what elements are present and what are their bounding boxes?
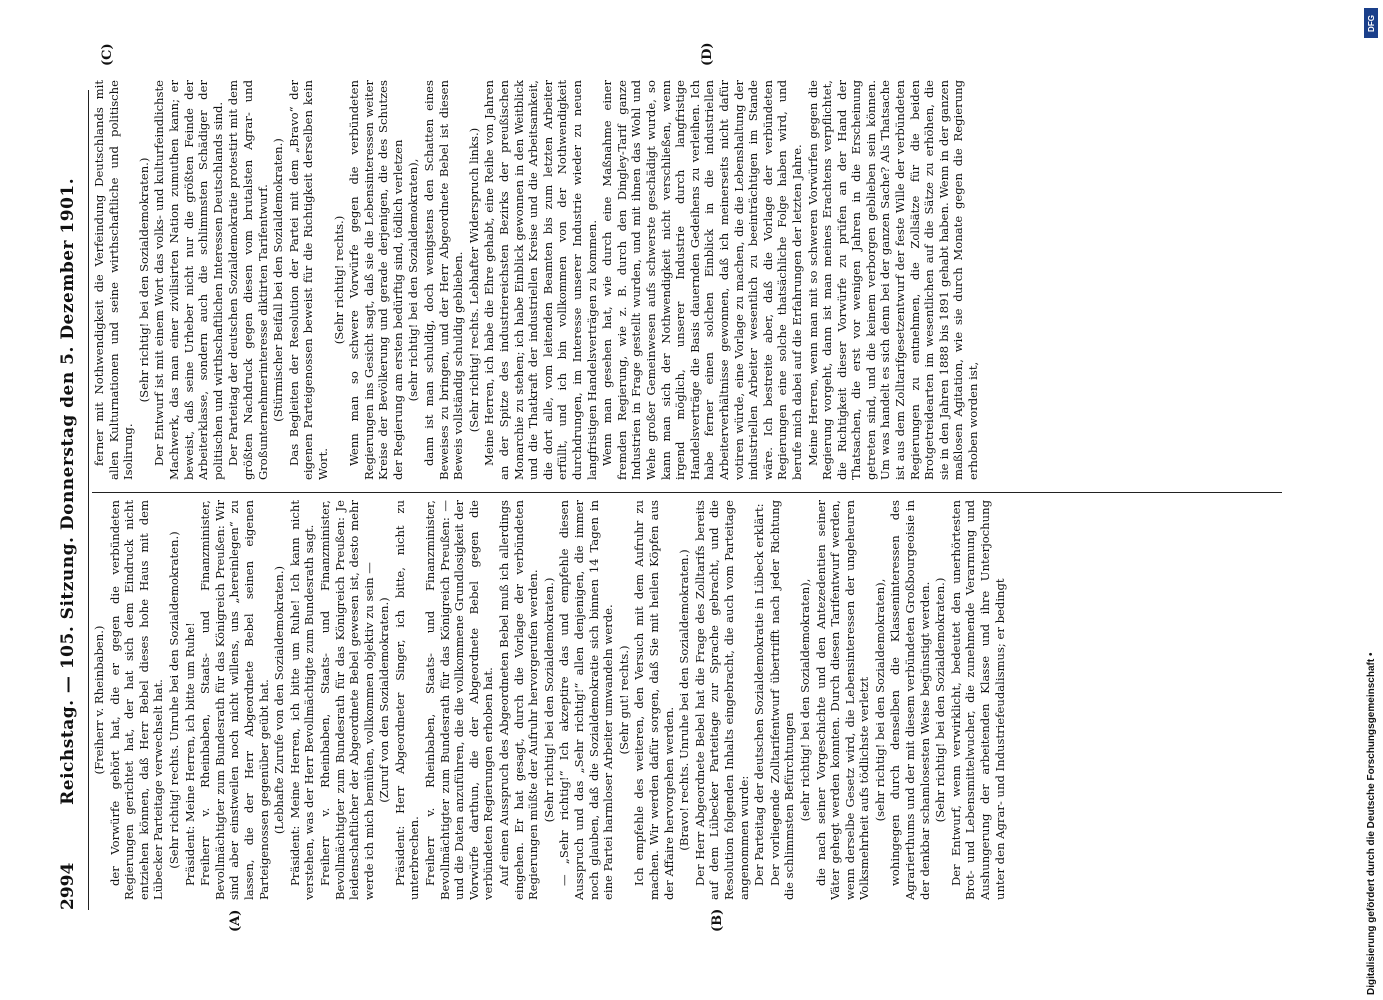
paragraph: Präsident: Meine Herren, ich bitte um Ruhe!	[182, 622, 197, 886]
paragraph: Freiherr v. Rheinbaben, Staats- und Finanzminister, Bevollmächtigter zum Bundesrath für das Königreich Preußen: Wir sind aber einstweilen noch nicht willens, uns „hereinlegen“ zu lassen, die der Herr Abgeordnete Bebel seinen eigenen Parteigenossen gegenüber geübt hat.	[198, 500, 271, 900]
paragraph: Ich empfehle des weiteren, den Versuch mit dem Aufruhr zu machen. Wir werden dafür sorgen, daß Sie mit heilen Köpfen aus der Affaire hervorgehen werden.	[632, 500, 676, 900]
paragraph: (sehr richtig! bei den Sozialdemokraten),	[406, 158, 421, 402]
paragraph: (Sehr richtig! rechts. Lebhafter Widerspruch links.)	[466, 127, 481, 433]
paragraph: (Freiherr v. Rheinbaben.)	[92, 625, 106, 775]
margin-marker-b: (B)	[710, 908, 725, 932]
paragraph: Wenn man gesehen hat, wie durch eine Maßnahme einer fremden Regierung, wie z. B. durch den Dingley-Tarif ganze Industrien in Frage gestellt wurden, und mit ihnen das Wohl und Wehe großer Gemeinwesen aufs schwerste geschädigt wurde, so kann man sich der Nothwendigkeit nicht verschließen, wenn irgend möglich, unserer Industrie durch langfristige Handelsverträge die Basis dauernden Gedeihens zu verleihen. Ich habe ferner einen solchen Einblick in die industriellen Arbeiterverhältnisse gewonnen, daß ich meinerseits nicht dafür votiren würde, eine Vorlage zu machen, die die Lebenshaltung der industriellen Arbeiter wesentlich zu beeinträchtigen im Stande wäre. Ich bestreite aber, daß die Vorlage der verbündeten Regierungen eine solche thatsächliche Folge haben wird, und berufe mich dabei auf die Erfahrungen der letzten Jahre.	[600, 80, 804, 480]
paragraph: Der Entwurf, wenn verwirklicht, bedeutet den unerhörtesten Brot- und Lebensmittelwucher, die zunehmende Verarmung und Aushungerung der arbeitenden Klasse und ihre Unterjochung unter den Agrar- und Industriefeudalismus; er bedingt	[948, 500, 1007, 900]
paragraph: Freiherr v. Rheinbaben, Staats- und Finanzminister, Bevollmächtigter zum Bundesrath für das Königreich Preußen: — und die Daten anzuführen, die die vollkommene Grundlosigkeit der Vorwürfe darthun, die der Abgeordnete Bebel gegen die verbündeten Regierungen erhoben hat.	[423, 500, 496, 900]
margin-marker-c: (C)	[100, 43, 115, 66]
page-header	[48, 90, 89, 910]
paragraph: Präsident: Herr Abgeordneter Singer, ich bitte, nicht zu unterbrechen.	[392, 500, 422, 900]
paragraph: (Sehr gut! rechts.)	[616, 645, 631, 755]
digitization-note: Digitalisierung gefördert durch die Deutsche Forschungsgemeinschaft •	[1366, 652, 1377, 995]
paragraph: (Zuruf von den Sozialdemokraten.)	[377, 597, 392, 803]
paragraph: (Sehr richtig! rechts.)	[331, 215, 346, 345]
column-divider	[92, 492, 1282, 493]
paragraph: Präsident: Meine Herren, ich bitte um Ruhe! Ich kann nicht verstehen, was der Herr Bevollmächtigte zum Bundesrath sagt.	[287, 500, 317, 900]
paragraph: (Sehr richtig! rechts. Unruhe bei den Sozialdemokraten.)	[166, 531, 181, 869]
page-number: 2994	[58, 862, 78, 910]
paragraph: Das Begleiten der Resolution der Partei mit dem „Bravo“ der eigenen Parteigenossen beweist für die Richtigkeit derselben kein Wort.	[286, 80, 330, 480]
paragraph: der Vorwürfe gehört hat, die er gegen die verbündeten Regierungen gerichtet hat, der hat sich dem Eindruck nicht entziehen können, daß Herr Bebel dieses hohe Haus mit dem Lübecker Parteitage verwechselt hat.	[107, 500, 166, 900]
paragraph: — „Sehr richtig!“ Ich akzeptire das und empfehle diesen Ausspruch und das „Sehr richtig!“ allen denjenigen, die immer noch glauben, daß die Sozialdemokratie sich binnen 14 Tagen in eine Partei harmloser Arbeiter umwandeln werde.	[557, 500, 616, 900]
paragraph: Der Parteitag der deutschen Sozialdemokratie protestirt mit dem größten Nachdruck gegen diesen vom brutalsten Agrar- und Großunternehmerinteresse diktirten Tarifentwurf.	[226, 80, 270, 480]
paragraph: Der vorliegende Zolltarifentwurf übertrifft nach jeder Richtung die schlimmsten Befürchtungen	[767, 500, 797, 900]
paragraph: (Lebhafte Zurufe von den Sozialdemokraten.)	[272, 565, 287, 835]
paragraph: dann ist man schuldig, doch wenigstens den Schatten eines Beweises zu bringen, und der Herr Abgeordnete Bebel ist diesen Beweis vollständig schuldig geblieben.	[422, 80, 466, 480]
paragraph: wohingegen durch denselben die Klasseninteressen des Agrarierthums und der mit diesem verbündeten Großbourgeoisie in der denkbar schamlosesten Weise begünstigt werden.	[888, 500, 932, 900]
paragraph: ferner mit Nothwendigkeit die Verfeindung Deutschlands mit allen Kulturnationen und seine wirthschaftliche und politische Isolirung.	[92, 80, 136, 480]
paragraph: Meine Herren, wenn man mit so schweren Vorwürfen gegen die Regierung vorgeht, dann ist man meines Erachtens verpflichtet, die Richtigkeit dieser Vorwürfe zu prüfen an der Hand der Thatsachen, die erst vor wenigen Jahren in die Erscheinung getreten sind, und die keinem verborgen geblieben sein können. Um was handelt es sich denn bei der ganzen Sache? Als Thatsache ist aus dem Zolltarifgesetzentwurf der feste Wille der verbündeten Regierungen zu entnehmen, die Zollsätze für die beiden Brotgetreidearten im wesentlichen auf die Sätze zu erhöhen, die sie in den Jahren 1888 bis 1891 gehabt haben. Wenn in der ganzen maßlosen Agitation, wie sie durch Monate gegen die Regierung erhoben worden ist,	[805, 80, 981, 480]
page-title: Reichstag. — 105. Sitzung. Donnerstag den 5. Dezember 1901.	[58, 177, 78, 805]
paragraph: (Sehr richtig! bei den Sozialdemokraten.)	[136, 157, 151, 403]
margin-marker-d: (D)	[700, 42, 715, 66]
paragraph: Meine Herren, ich habe die Ehre gehabt, eine Reihe von Jahren an der Spitze des industriereichsten Bezirks der preußischen Monarchie zu stehen; ich habe Einblick gewonnen in den Weitblick und die Thatkraft der industriellen Kreise und die Arbeitsamkeit, die dort alle, vom leitenden Beamten bis zum letzten Arbeiter erfüllt, und ich bin vollkommen von der Nothwendigkeit durchdrungen, im Interesse unserer Industrie wieder zu neuen langfristigen Handelsverträgen zu kommen.	[482, 80, 599, 480]
paragraph: (Stürmischer Beifall bei den Sozialdemokraten.)	[271, 138, 286, 422]
left-column	[92, 500, 1282, 900]
margin-marker-a: (A)	[228, 909, 243, 932]
dfg-logo: DFG	[1364, 8, 1378, 38]
paragraph: (Sehr richtig! bei den Sozialdemokraten.)	[933, 577, 948, 823]
paragraph: (sehr richtig! bei den Sozialdemokraten),	[872, 578, 887, 822]
paragraph: Der Entwurf ist mit einem Wort das volks- und kulturfeindlichste Machwerk, das man einer zivilisirten Nation zumuthen kann; er beweist, daß seine Urheber nicht nur die größten Feinde der Arbeiterklasse, sondern auch die schlimmsten Schädiger der politischen und wirthschaftlichen Interessen Deutschlands sind.	[152, 80, 225, 480]
paragraph: (Bravo! rechts. Unruhe bei den Sozialdemokraten.)	[677, 549, 692, 851]
right-column	[92, 80, 1282, 480]
paragraph: (sehr richtig! bei den Sozialdemokraten),	[797, 578, 812, 822]
paragraph: (Sehr richtig! bei den Sozialdemokraten.)	[541, 577, 556, 823]
paragraph: Der Parteitag der deutschen Sozialdemokratie in Lübeck erklärt:	[752, 503, 767, 886]
paragraph: Freiherr v. Rheinbaben, Staats- und Finanzminister, Bevollmächtigter zum Bundesrath für das Königreich Preußen: Je leidenschaftlicher der Abgeordnete Bebel gewesen ist, desto mehr werde ich mich bemühen, vollkommen objektiv zu sein —	[317, 500, 376, 900]
paragraph: die nach seiner Vorgeschichte und den Antezedentien seiner Väter gehegt werden konnten. Durch diesen Tarifentwurf werden, wenn derselbe Gesetz wird, die Lebensinteressen der ungeheuren Volksmehrheit aufs tödlichste verletzt	[813, 500, 872, 900]
paragraph: Der Herr Abgeordnete Bebel hat die Frage des Zolltarifs bereits auf dem Lübecker Parteitage zur Sprache gebracht, und die Resolution folgenden Inhalts eingebracht, die auch vom Parteitage angenommen wurde:	[692, 500, 751, 900]
paragraph: Wenn man so schwere Vorwürfe gegen die verbündeten Regierungen ins Gesicht sagt, daß sie die Lebensinteressen weiter Kreise der Bevölkerung und gerade derjenigen, die des Schutzes der Regierung am ersten bedürftig sind, tödlich verletzen	[347, 80, 405, 480]
paragraph: Auf einen Ausspruch des Abgeordneten Bebel muß ich allerdings eingehen. Er hat gesagt, durch die Vorlage der verbündeten Regierungen müßte der Aufruhr hervorgerufen werden.	[497, 500, 541, 900]
